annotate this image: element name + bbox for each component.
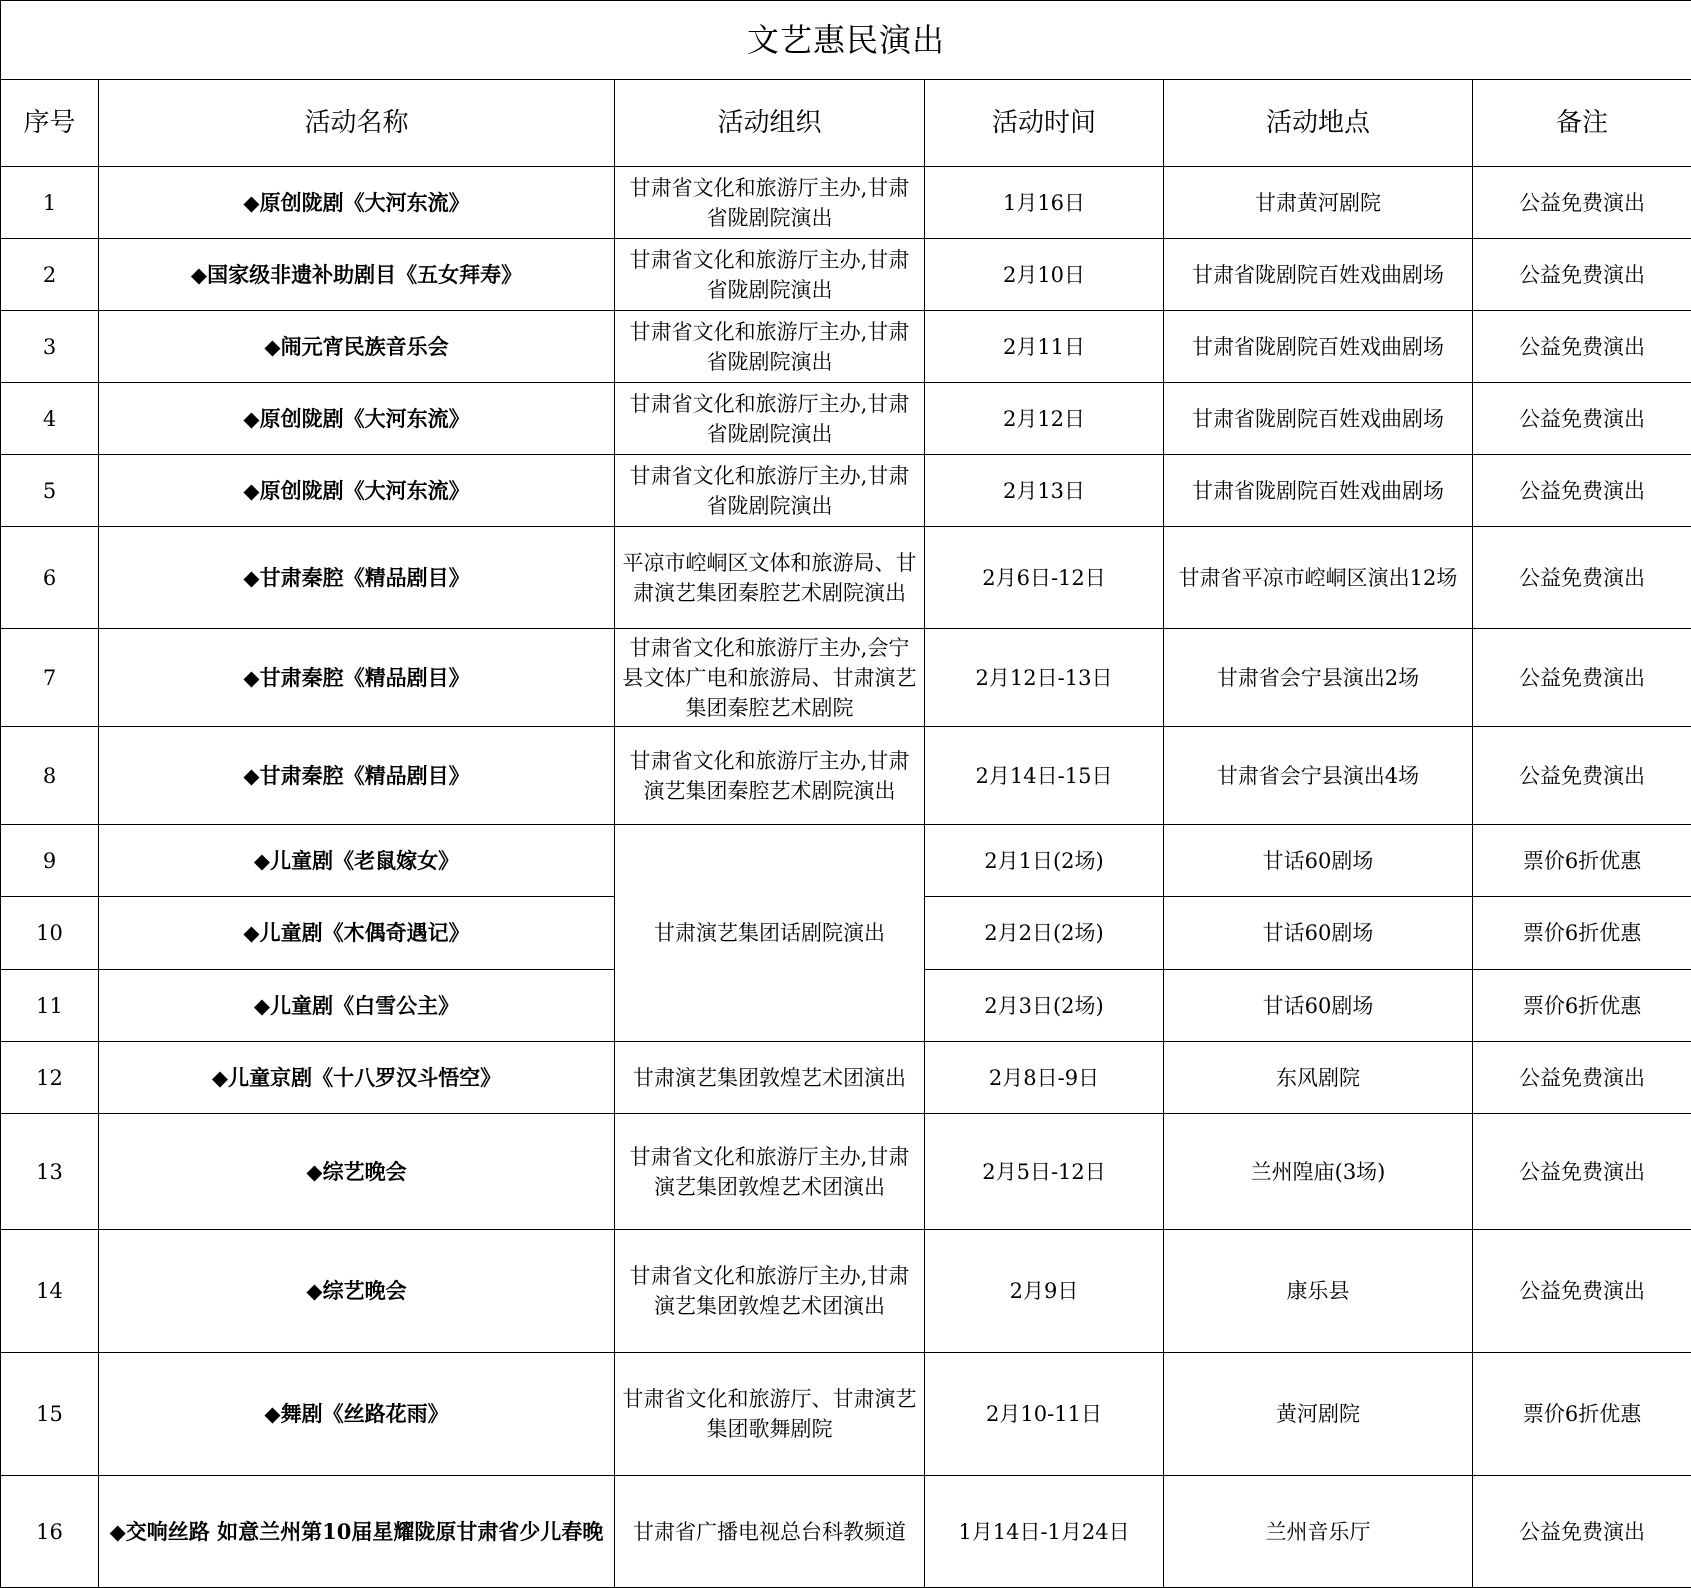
organizer: 甘肃省文化和旅游厅主办,甘肃演艺集团秦腔艺术剧院演出 bbox=[615, 727, 925, 825]
header-note: 备注 bbox=[1473, 80, 1691, 167]
row-number: 9 bbox=[1, 825, 99, 897]
organizer: 甘肃省文化和旅游厅主办,甘肃省陇剧院演出 bbox=[615, 455, 925, 527]
table-row bbox=[1, 455, 1691, 527]
table-row bbox=[1, 825, 1691, 897]
activity-place: 甘肃省陇剧院百姓戏曲剧场 bbox=[1164, 311, 1473, 383]
activity-name: ◆闹元宵民族音乐会 bbox=[99, 311, 615, 383]
row-number: 7 bbox=[1, 629, 99, 727]
activity-name: ◆甘肃秦腔《精品剧目》 bbox=[99, 727, 615, 825]
remark: 公益免费演出 bbox=[1473, 1476, 1691, 1588]
activity-place: 甘肃省陇剧院百姓戏曲剧场 bbox=[1164, 239, 1473, 311]
organizer: 甘肃省文化和旅游厅主办,甘肃省陇剧院演出 bbox=[615, 383, 925, 455]
organizer: 甘肃省文化和旅游厅主办,甘肃省陇剧院演出 bbox=[615, 167, 925, 239]
table-row bbox=[1, 1476, 1691, 1588]
remark: 公益免费演出 bbox=[1473, 527, 1691, 629]
activity-name: ◆原创陇剧《大河东流》 bbox=[99, 167, 615, 239]
organizer: 甘肃省文化和旅游厅、甘肃演艺集团歌舞剧院 bbox=[615, 1353, 925, 1476]
remark: 公益免费演出 bbox=[1473, 1042, 1691, 1114]
activity-name: ◆原创陇剧《大河东流》 bbox=[99, 455, 615, 527]
row-number: 6 bbox=[1, 527, 99, 629]
remark: 公益免费演出 bbox=[1473, 727, 1691, 825]
table-row bbox=[1, 167, 1691, 239]
remark: 票价6折优惠 bbox=[1473, 1353, 1691, 1476]
remark: 票价6折优惠 bbox=[1473, 825, 1691, 897]
organizer: 甘肃省文化和旅游厅主办,会宁县文体广电和旅游局、甘肃演艺集团秦腔艺术剧院 bbox=[615, 629, 925, 727]
header-time: 活动时间 bbox=[925, 80, 1164, 167]
row-number: 15 bbox=[1, 1353, 99, 1476]
table-row bbox=[1, 239, 1691, 311]
row-number: 5 bbox=[1, 455, 99, 527]
table-row bbox=[1, 1230, 1691, 1353]
activity-time: 2月11日 bbox=[925, 311, 1164, 383]
activity-place: 甘话60剧场 bbox=[1164, 897, 1473, 970]
activity-time: 2月13日 bbox=[925, 455, 1164, 527]
activity-place: 康乐县 bbox=[1164, 1230, 1473, 1353]
activity-name: ◆儿童剧《木偶奇遇记》 bbox=[99, 897, 615, 970]
row-number: 12 bbox=[1, 1042, 99, 1114]
activity-time: 2月10日 bbox=[925, 239, 1164, 311]
row-number: 13 bbox=[1, 1114, 99, 1230]
activity-place: 甘肃黄河剧院 bbox=[1164, 167, 1473, 239]
row-number: 16 bbox=[1, 1476, 99, 1588]
organizer: 甘肃演艺集团敦煌艺术团演出 bbox=[615, 1042, 925, 1114]
header-no: 序号 bbox=[1, 80, 99, 167]
row-number: 1 bbox=[1, 167, 99, 239]
activity-place: 黄河剧院 bbox=[1164, 1353, 1473, 1476]
organizer: 甘肃省文化和旅游厅主办,甘肃省陇剧院演出 bbox=[615, 311, 925, 383]
activity-name: ◆儿童剧《老鼠嫁女》 bbox=[99, 825, 615, 897]
remark: 票价6折优惠 bbox=[1473, 970, 1691, 1042]
row-number: 11 bbox=[1, 970, 99, 1042]
title-row bbox=[1, 1, 1691, 80]
table-row bbox=[1, 1114, 1691, 1230]
header-name: 活动名称 bbox=[99, 80, 615, 167]
remark: 票价6折优惠 bbox=[1473, 897, 1691, 970]
organizer: 甘肃省文化和旅游厅主办,甘肃省陇剧院演出 bbox=[615, 239, 925, 311]
organizer: 甘肃省文化和旅游厅主办,甘肃演艺集团敦煌艺术团演出 bbox=[615, 1230, 925, 1353]
activity-time: 2月14日-15日 bbox=[925, 727, 1164, 825]
organizer: 甘肃演艺集团话剧院演出 bbox=[615, 825, 925, 1042]
table-row bbox=[1, 383, 1691, 455]
row-number: 4 bbox=[1, 383, 99, 455]
activity-place: 兰州隍庙(3场) bbox=[1164, 1114, 1473, 1230]
activity-name: ◆甘肃秦腔《精品剧目》 bbox=[99, 527, 615, 629]
table-row bbox=[1, 1042, 1691, 1114]
table-title: 文艺惠民演出 bbox=[1, 1, 1691, 80]
activity-name: ◆甘肃秦腔《精品剧目》 bbox=[99, 629, 615, 727]
activity-name: ◆综艺晚会 bbox=[99, 1230, 615, 1353]
row-number: 14 bbox=[1, 1230, 99, 1353]
activity-place: 甘话60剧场 bbox=[1164, 825, 1473, 897]
remark: 公益免费演出 bbox=[1473, 167, 1691, 239]
activity-name: ◆交响丝路 如意兰州第10届星耀陇原甘肃省少儿春晚 bbox=[99, 1476, 615, 1588]
row-number: 10 bbox=[1, 897, 99, 970]
remark: 公益免费演出 bbox=[1473, 455, 1691, 527]
row-number: 3 bbox=[1, 311, 99, 383]
activity-time: 2月10-11日 bbox=[925, 1353, 1164, 1476]
activity-time: 2月1日(2场) bbox=[925, 825, 1164, 897]
table-row bbox=[1, 1353, 1691, 1476]
table-row bbox=[1, 311, 1691, 383]
activity-name: ◆舞剧《丝路花雨》 bbox=[99, 1353, 615, 1476]
activity-time: 1月16日 bbox=[925, 167, 1164, 239]
organizer: 平凉市崆峒区文体和旅游局、甘肃演艺集团秦腔艺术剧院演出 bbox=[615, 527, 925, 629]
organizer: 甘肃省广播电视总台科教频道 bbox=[615, 1476, 925, 1588]
table-row bbox=[1, 629, 1691, 727]
remark: 公益免费演出 bbox=[1473, 383, 1691, 455]
activity-time: 2月9日 bbox=[925, 1230, 1164, 1353]
remark: 公益免费演出 bbox=[1473, 1114, 1691, 1230]
activity-place: 甘肃省会宁县演出2场 bbox=[1164, 629, 1473, 727]
activity-name: ◆原创陇剧《大河东流》 bbox=[99, 383, 615, 455]
activity-place: 甘肃省陇剧院百姓戏曲剧场 bbox=[1164, 383, 1473, 455]
activity-time: 2月6日-12日 bbox=[925, 527, 1164, 629]
header-place: 活动地点 bbox=[1164, 80, 1473, 167]
remark: 公益免费演出 bbox=[1473, 1230, 1691, 1353]
activity-time: 2月2日(2场) bbox=[925, 897, 1164, 970]
activity-place: 甘肃省陇剧院百姓戏曲剧场 bbox=[1164, 455, 1473, 527]
activity-name: ◆国家级非遗补助剧目《五女拜寿》 bbox=[99, 239, 615, 311]
remark: 公益免费演出 bbox=[1473, 311, 1691, 383]
header-row bbox=[1, 80, 1691, 167]
activity-name: ◆综艺晚会 bbox=[99, 1114, 615, 1230]
activity-time: 2月3日(2场) bbox=[925, 970, 1164, 1042]
activity-place: 甘话60剧场 bbox=[1164, 970, 1473, 1042]
activity-time: 2月12日-13日 bbox=[925, 629, 1164, 727]
activity-place: 兰州音乐厅 bbox=[1164, 1476, 1473, 1588]
activity-place: 甘肃省会宁县演出4场 bbox=[1164, 727, 1473, 825]
row-number: 8 bbox=[1, 727, 99, 825]
table-row bbox=[1, 727, 1691, 825]
activity-place: 东风剧院 bbox=[1164, 1042, 1473, 1114]
remark: 公益免费演出 bbox=[1473, 629, 1691, 727]
activity-time: 2月8日-9日 bbox=[925, 1042, 1164, 1114]
table-row bbox=[1, 527, 1691, 629]
row-number: 2 bbox=[1, 239, 99, 311]
organizer: 甘肃省文化和旅游厅主办,甘肃演艺集团敦煌艺术团演出 bbox=[615, 1114, 925, 1230]
activity-name: ◆儿童京剧《十八罗汉斗悟空》 bbox=[99, 1042, 615, 1114]
activity-time: 2月5日-12日 bbox=[925, 1114, 1164, 1230]
activity-time: 2月12日 bbox=[925, 383, 1164, 455]
header-org: 活动组织 bbox=[615, 80, 925, 167]
activity-name: ◆儿童剧《白雪公主》 bbox=[99, 970, 615, 1042]
activity-time: 1月14日-1月24日 bbox=[925, 1476, 1164, 1588]
activity-place: 甘肃省平凉市崆峒区演出12场 bbox=[1164, 527, 1473, 629]
remark: 公益免费演出 bbox=[1473, 239, 1691, 311]
